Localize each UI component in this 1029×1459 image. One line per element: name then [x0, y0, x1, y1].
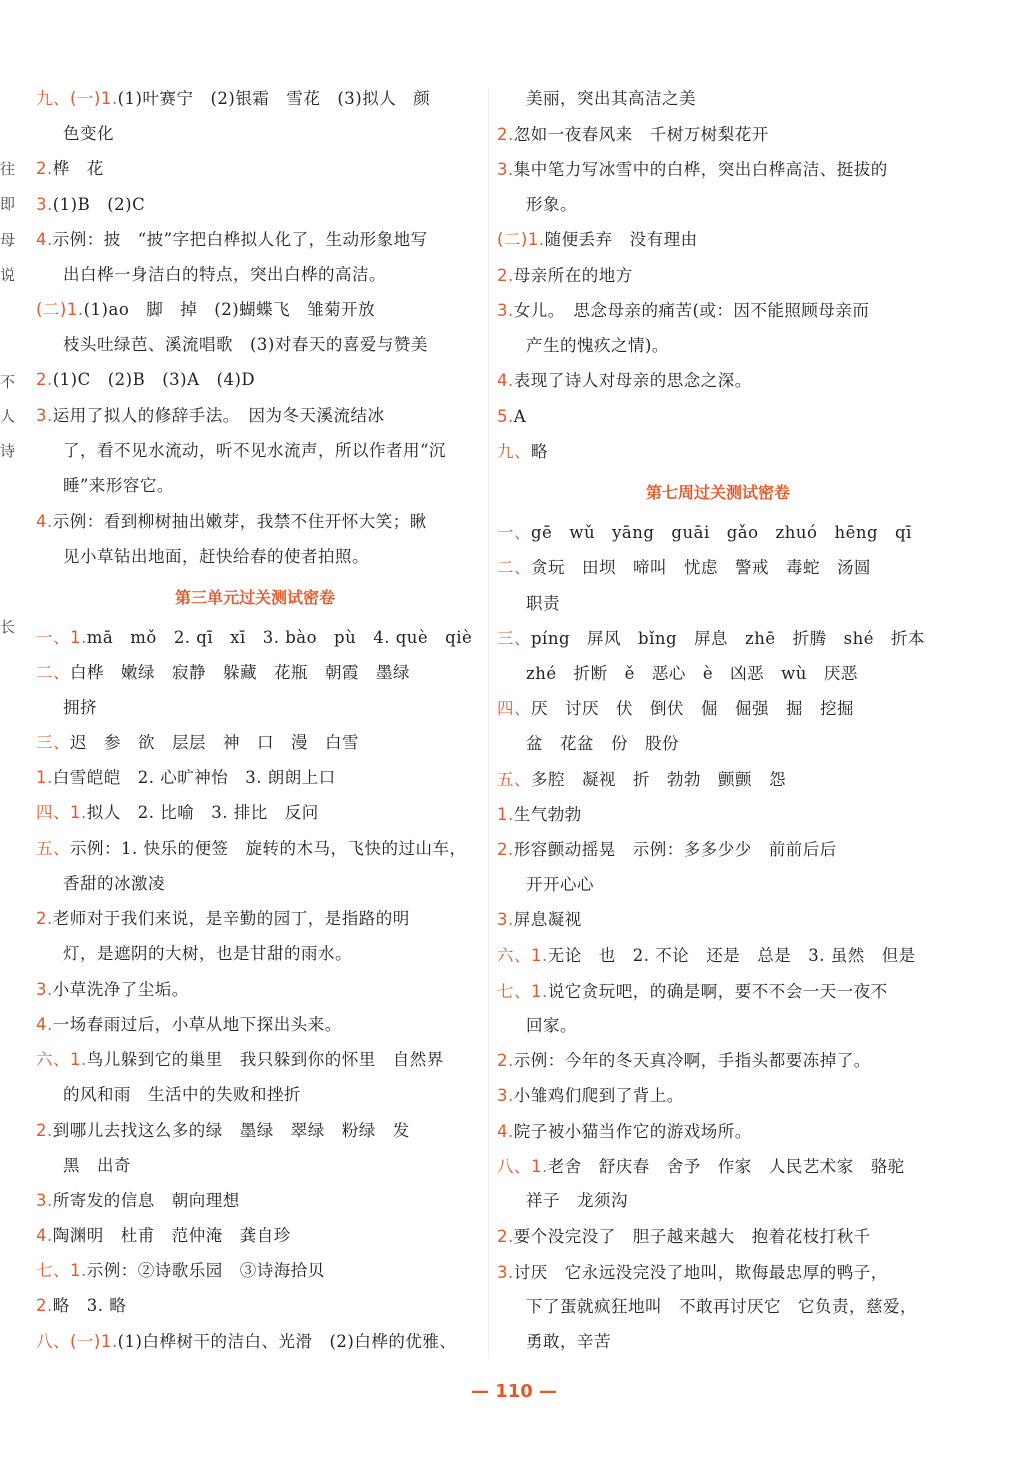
answer-line — [63, 1155, 131, 1177]
answer-line — [36, 511, 427, 533]
answer-line — [526, 593, 560, 615]
answer-text: 示例：1. 快乐的便签 旋转的木马，飞快的过山车， — [70, 839, 467, 858]
answer-text: 忽如一夜春风来 千树万树梨花开 — [513, 125, 769, 144]
answer-line — [497, 1262, 888, 1284]
answer-text: 运用了拟人的修辞手法。 因为冬天溪流结冰 — [52, 406, 385, 425]
answer-text: píng 屏风 bǐng 屏息 zhē 折腾 shé 折本 — [531, 629, 925, 648]
edge-char: 长 — [0, 618, 16, 636]
answer-line — [526, 733, 679, 755]
question-number: 4. — [36, 230, 53, 249]
answer-line — [36, 838, 467, 860]
answer-line — [497, 159, 888, 181]
answer-line — [63, 440, 446, 462]
question-number: 4. — [36, 1226, 53, 1245]
answer-line — [36, 979, 189, 1001]
answer-text: 要个没完没了 胆子越来越大 抱着花枝打秋千 — [513, 1227, 871, 1246]
answer-text: (1)叶赛宁 (2)银霜 雪花 (3)拟人 颜 — [117, 89, 431, 108]
answer-line — [497, 229, 698, 251]
question-number: 2. — [497, 1227, 514, 1246]
answer-line — [63, 943, 352, 965]
answer-text: 略 3. 略 — [52, 1296, 127, 1315]
answer-line — [497, 406, 526, 428]
question-number: 2. — [36, 1121, 53, 1140]
question-number: 3. — [36, 980, 53, 999]
question-number: 3. — [36, 406, 53, 425]
question-number: 一、 — [497, 523, 531, 542]
answer-line — [526, 1296, 917, 1318]
answer-line — [36, 767, 336, 789]
answer-text: 回家。 — [526, 1016, 577, 1035]
answer-line — [497, 839, 837, 861]
answer-line — [36, 908, 410, 930]
answer-text: 一场春雨过后，小草从地下探出头来。 — [52, 1015, 342, 1034]
answer-text: 祥子 龙须沟 — [526, 1191, 628, 1210]
answer-text: 表现了诗人对母亲的思念之深。 — [513, 371, 752, 390]
answer-line — [497, 909, 582, 931]
question-number: (二)1. — [497, 230, 545, 249]
answer-text: 示例：看到柳树抽出嫩芽，我禁不住开怀大笑；瞅 — [52, 512, 427, 531]
question-number: 九、 — [497, 442, 531, 461]
answer-text: 拟人 2. 比喻 3. 排比 反问 — [86, 803, 319, 822]
answer-text: 略 — [531, 442, 548, 461]
question-number: 2. — [497, 125, 514, 144]
question-number: 2. — [36, 159, 53, 178]
edge-char: 不 — [0, 373, 16, 391]
answer-line — [36, 88, 430, 110]
answer-line — [526, 1190, 628, 1212]
answer-text: (1)白桦树干的洁白、光滑 (2)白桦的优雅、 — [117, 1332, 457, 1351]
answer-line — [526, 88, 696, 110]
answer-text: 陶渊明 杜甫 范仲淹 龚自珍 — [52, 1226, 291, 1245]
answer-line — [36, 369, 255, 391]
answer-line — [497, 370, 752, 392]
answer-text: 示例：披 “披”字把白桦拟人化了，生动形象地写 — [52, 230, 428, 249]
answer-text: 多腔 凝视 折 勃勃 颤颤 怨 — [531, 770, 786, 789]
answer-line — [497, 1121, 752, 1143]
answer-text: 拥挤 — [63, 698, 97, 717]
answer-line — [63, 475, 174, 497]
question-number: 5. — [497, 407, 514, 426]
answer-line — [36, 405, 385, 427]
answer-text: 盆 花盆 份 股份 — [526, 734, 679, 753]
question-number: 四、 — [497, 699, 531, 718]
answer-text: 灯，是遮阴的大树，也是甘甜的雨水。 — [63, 944, 352, 963]
question-number: 八、(一)1. — [36, 1332, 118, 1351]
question-number: 3. — [497, 910, 514, 929]
answer-text: 无论 也 2. 不论 还是 总是 3. 虽然 但是 — [547, 946, 916, 965]
answer-text: 女儿。 思念母亲的痛苦(或：因不能照顾母亲而 — [513, 301, 870, 320]
answer-text: 勇敢，辛苦 — [526, 1332, 611, 1351]
answer-line — [497, 300, 869, 322]
answer-text: (1)ao 脚 掉 (2)蝴蝶飞 雏菊开放 — [83, 300, 376, 319]
answer-line — [36, 158, 104, 180]
answer-line — [497, 557, 871, 579]
question-number: 2. — [497, 266, 514, 285]
answer-line — [63, 546, 369, 568]
answer-line — [497, 945, 916, 967]
question-number: 六、1. — [497, 946, 548, 965]
answer-text: 示例：②诗歌乐园 ③诗海拾贝 — [86, 1261, 325, 1280]
edge-char: 诗 — [0, 442, 16, 460]
answer-text: 到哪儿去找这么多的绿 墨绿 翠绿 粉绿 发 — [52, 1121, 410, 1140]
answer-line — [497, 441, 548, 463]
answer-line — [63, 1084, 301, 1106]
answer-line — [36, 732, 359, 754]
question-number: 九、(一)1. — [36, 89, 118, 108]
question-number: 4. — [36, 512, 53, 531]
answer-line — [497, 522, 912, 544]
answer-line — [497, 1156, 905, 1178]
answer-text: 贪玩 田坝 啼叫 忧虑 警戒 毒蛇 汤圆 — [531, 558, 871, 577]
question-number: 3. — [36, 1191, 53, 1210]
question-number: 二、 — [36, 663, 70, 682]
question-number: 2. — [497, 1051, 514, 1070]
question-number: 4. — [497, 371, 514, 390]
answer-text: 桦 花 — [52, 159, 104, 178]
answer-text: 白桦 嫩绿 寂静 躲藏 花瓶 朝霞 墨绿 — [70, 663, 410, 682]
answer-text: 讨厌 它永远没完没了地叫，欺侮最忠厚的鸭子， — [513, 1263, 888, 1282]
answer-text: 说它贪玩吧，的确是啊，要不不会一天一夜不 — [547, 982, 888, 1001]
answer-text: 生气勃勃 — [513, 805, 582, 824]
question-number: 2. — [36, 909, 53, 928]
answer-line — [497, 1085, 684, 1107]
answer-text: 开开心心 — [526, 875, 594, 894]
answer-text: 随便丢弃 没有理由 — [544, 230, 698, 249]
answer-line — [63, 334, 428, 356]
answer-text: 形容颤动摇晃 示例：多多少少 前前后后 — [513, 840, 837, 859]
answer-line — [63, 697, 97, 719]
answer-text: 老舍 舒庆春 舍予 作家 人民艺术家 骆驼 — [547, 1157, 905, 1176]
answer-text: zhé 折断 ě 恶心 è 凶恶 wù 厌恶 — [526, 664, 858, 683]
answer-text: 屏息凝视 — [513, 910, 582, 929]
question-number: 3. — [497, 1086, 514, 1105]
question-number: 八、1. — [497, 1157, 548, 1176]
answer-text: 美丽，突出其高洁之美 — [526, 89, 696, 108]
answer-line — [526, 874, 594, 896]
answer-line — [36, 1331, 456, 1353]
answer-line — [63, 264, 386, 286]
answer-line — [36, 229, 428, 251]
answer-text: 母亲所在的地方 — [513, 266, 633, 285]
question-number: 2. — [497, 840, 514, 859]
answer-line — [497, 124, 769, 146]
question-number: 3. — [497, 160, 514, 179]
answer-line — [497, 804, 582, 826]
page-number: — 110 — — [470, 1381, 558, 1402]
answer-line — [36, 1014, 342, 1036]
edge-char: 即 — [0, 195, 16, 213]
answer-text: 形象。 — [526, 195, 577, 214]
answer-line — [36, 662, 410, 684]
answer-line — [36, 1190, 240, 1212]
answer-line — [36, 1225, 291, 1247]
answer-line — [63, 123, 114, 145]
answer-text: gē wǔ yāng guāi gǎo zhuó hēng qī — [531, 523, 912, 542]
answer-text: 所寄发的信息 朝向理想 — [52, 1191, 240, 1210]
answer-text: 香甜的冰激凌 — [63, 874, 165, 893]
answer-text: 下了蛋就疯狂地叫 不敢再讨厌它 它负责，慈爱， — [526, 1297, 917, 1316]
answer-text: 黑 出奇 — [63, 1156, 131, 1175]
answer-line — [526, 194, 577, 216]
answer-text: A — [513, 407, 527, 426]
answer-text: 厌 讨厌 伏 倒伏 倔 倔强 掘 挖掘 — [531, 699, 854, 718]
answer-text: mā mǒ 2. qī xī 3. bào pù 4. què qiè — [86, 628, 473, 647]
question-number: 3. — [36, 195, 53, 214]
answer-line — [526, 663, 858, 685]
question-number: 1. — [497, 805, 514, 824]
answer-text: 睡”来形容它。 — [63, 476, 174, 495]
question-number: 五、 — [497, 770, 531, 789]
question-number: (二)1. — [36, 300, 84, 319]
answer-line — [497, 265, 633, 287]
answer-text: 职责 — [526, 594, 560, 613]
answer-line — [36, 802, 319, 824]
answer-line — [36, 194, 145, 216]
answer-text: 小雏鸡们爬到了背上。 — [513, 1086, 684, 1105]
question-number: 三、 — [36, 733, 70, 752]
answer-line — [526, 1015, 577, 1037]
answer-line — [36, 1295, 126, 1317]
answer-text: 见小草钻出地面，赶快给春的使者拍照。 — [63, 547, 369, 566]
question-number: 三、 — [497, 629, 531, 648]
section-title: 第三单元过关测试密卷 — [174, 588, 336, 607]
question-number: 1. — [36, 768, 53, 787]
answer-text: 示例：今年的冬天真冷啊，手指头都要冻掉了。 — [513, 1051, 871, 1070]
answer-line — [63, 873, 165, 895]
question-number: 四、1. — [36, 803, 87, 822]
answer-text: (1)C (2)B (3)A (4)D — [52, 370, 256, 389]
section-title: 第七周过关测试密卷 — [645, 483, 791, 502]
answer-line — [497, 769, 786, 791]
question-number: 4. — [497, 1122, 514, 1141]
question-number: 3. — [497, 1263, 514, 1282]
answer-text: 色变化 — [63, 124, 114, 143]
answer-line — [497, 981, 888, 1003]
edge-char: 母 — [0, 231, 16, 249]
question-number: 七、1. — [497, 982, 548, 1001]
answer-line — [526, 1331, 611, 1353]
answer-text: 产生的愧疚之情)。 — [526, 336, 669, 355]
answer-text: (1)B (2)C — [52, 195, 146, 214]
answer-line — [36, 1260, 325, 1282]
question-number: 4. — [36, 1015, 53, 1034]
answer-text: 的风和雨 生活中的失败和挫折 — [63, 1085, 301, 1104]
answer-text: 小草洗净了尘垢。 — [52, 980, 189, 999]
answer-text: 迟 参 欲 层层 神 口 漫 白雪 — [70, 733, 359, 752]
answer-line — [36, 1049, 444, 1071]
answer-text: 出白桦一身洁白的特点，突出白桦的高洁。 — [63, 265, 386, 284]
answer-line — [36, 299, 375, 321]
answer-line — [497, 628, 925, 650]
answer-line — [497, 698, 854, 720]
column-divider — [488, 88, 489, 1358]
answer-text: 枝头吐绿芭、溪流唱歌 (3)对春天的喜爱与赞美 — [63, 335, 428, 354]
answer-text: 院子被小猫当作它的游戏场所。 — [513, 1122, 752, 1141]
answer-line — [36, 627, 472, 649]
question-number: 五、 — [36, 839, 70, 858]
edge-char: 往 — [0, 160, 16, 178]
question-number: 六、1. — [36, 1050, 87, 1069]
answer-line — [36, 1120, 410, 1142]
answer-text: 集中笔力写冰雪中的白桦，突出白桦高洁、挺拔的 — [513, 160, 888, 179]
answer-line — [526, 335, 669, 357]
question-number: 2. — [36, 370, 53, 389]
edge-char: 人 — [0, 407, 16, 425]
question-number: 2. — [36, 1296, 53, 1315]
answer-text: 鸟儿躲到它的巢里 我只躲到你的怀里 自然界 — [86, 1050, 444, 1069]
answer-line — [497, 1226, 871, 1248]
question-number: 二、 — [497, 558, 531, 577]
edge-char: 说 — [0, 266, 16, 284]
question-number: 3. — [497, 301, 514, 320]
answer-line — [497, 1050, 871, 1072]
question-number: 一、1. — [36, 628, 87, 647]
answer-text: 白雪皑皑 2. 心旷神怡 3. 朗朗上口 — [52, 768, 336, 787]
answer-text: 老师对于我们来说，是辛勤的园丁，是指路的明 — [52, 909, 410, 928]
answer-text: 了，看不见水流动，听不见水流声，所以作者用“沉 — [63, 441, 446, 460]
question-number: 七、1. — [36, 1261, 87, 1280]
